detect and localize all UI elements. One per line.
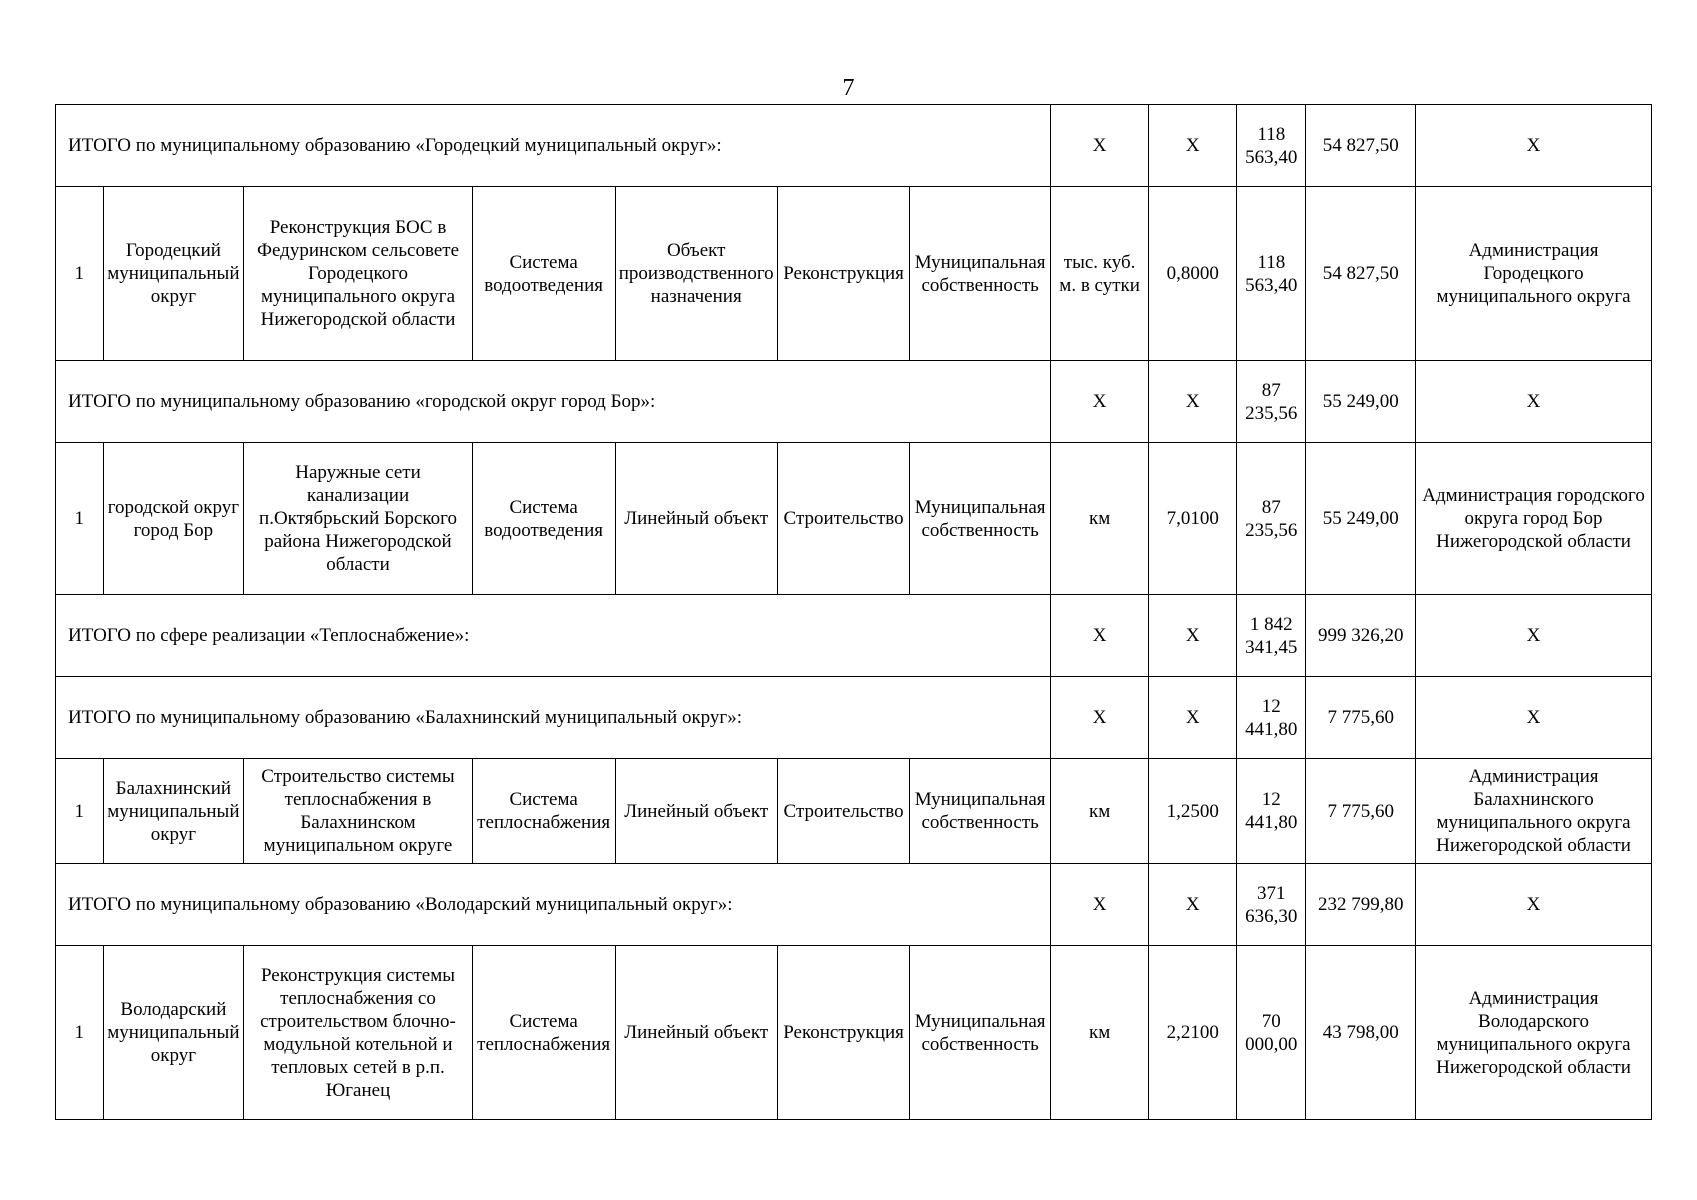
total-capacity-cell: Х (1149, 361, 1237, 443)
work-type-cell: Строительство (777, 443, 909, 595)
row-number: 1 (56, 443, 104, 595)
total-cost-cell: 1 842 341,45 (1237, 595, 1306, 677)
customer-cell: Администрация Городецкого муниципального округа (1416, 187, 1652, 361)
row-number: 1 (56, 759, 104, 864)
total-funding-cell: 54 827,50 (1306, 105, 1416, 187)
total-unit-cell: Х (1051, 595, 1149, 677)
object-name-cell: Строительство системы теплоснабжения в Балахнинском муниципальном округе (244, 759, 473, 864)
ownership-cell: Муниципальная собственность (910, 443, 1051, 595)
cost-cell: 70 000,00 (1237, 946, 1306, 1120)
total-funding-cell: 232 799,80 (1306, 864, 1416, 946)
unit-cell: тыс. куб. м. в сутки (1051, 187, 1149, 361)
object-type-cell: Объект производственного назначения (615, 187, 777, 361)
total-customer-cell: Х (1416, 105, 1652, 187)
total-label: ИТОГО по муниципальному образованию «Балахнинский муниципальный округ»: (56, 677, 1051, 759)
total-unit-cell: Х (1051, 864, 1149, 946)
total-row (56, 677, 1652, 759)
capacity-cell: 7,0100 (1149, 443, 1237, 595)
row-number: 1 (56, 946, 104, 1120)
total-funding-cell: 7 775,60 (1306, 677, 1416, 759)
object-name-cell: Наружные сети канализации п.Октябрьский Борского района Нижегородской области (244, 443, 473, 595)
object-name-cell: Реконструкция системы теплоснабжения со строительством блочно-модульной котельной и тепловых сетей в р.п. Юганец (244, 946, 473, 1120)
table-row (56, 946, 1652, 1120)
system-cell: Система теплоснабжения (472, 759, 615, 864)
total-label: ИТОГО по муниципальному образованию «Городецкий муниципальный округ»: (56, 105, 1051, 187)
total-label: ИТОГО по сфере реализации «Теплоснабжение»: (56, 595, 1051, 677)
customer-cell: Администрация Балахнинского муниципального округа Нижегородской области (1416, 759, 1652, 864)
system-cell: Система теплоснабжения (472, 946, 615, 1120)
total-unit-cell: Х (1051, 677, 1149, 759)
municipality-cell: Володарский муниципальный округ (103, 946, 244, 1120)
ownership-cell: Муниципальная собственность (910, 759, 1051, 864)
total-label: ИТОГО по муниципальному образованию «Володарский муниципальный округ»: (56, 864, 1051, 946)
total-capacity-cell: Х (1149, 677, 1237, 759)
total-funding-cell: 55 249,00 (1306, 361, 1416, 443)
total-unit-cell: Х (1051, 361, 1149, 443)
row-number: 1 (56, 187, 104, 361)
unit-cell: км (1051, 946, 1149, 1120)
total-unit-cell: Х (1051, 105, 1149, 187)
total-row (56, 864, 1652, 946)
work-type-cell: Реконструкция (777, 946, 909, 1120)
total-row (56, 105, 1652, 187)
total-customer-cell: Х (1416, 677, 1652, 759)
funding-cell: 55 249,00 (1306, 443, 1416, 595)
unit-cell: км (1051, 443, 1149, 595)
ownership-cell: Муниципальная собственность (910, 187, 1051, 361)
object-type-cell: Линейный объект (615, 946, 777, 1120)
unit-cell: км (1051, 759, 1149, 864)
total-capacity-cell: Х (1149, 595, 1237, 677)
municipality-cell: Городецкий муниципальный округ (103, 187, 244, 361)
total-customer-cell: Х (1416, 595, 1652, 677)
municipality-cell: городской округ город Бор (103, 443, 244, 595)
funding-cell: 7 775,60 (1306, 759, 1416, 864)
total-cost-cell: 12 441,80 (1237, 677, 1306, 759)
work-type-cell: Строительство (777, 759, 909, 864)
investment-table (55, 104, 1652, 1120)
municipality-cell: Балахнинский муниципальный округ (103, 759, 244, 864)
customer-cell: Администрация городского округа город Бор Нижегородской области (1416, 443, 1652, 595)
object-type-cell: Линейный объект (615, 443, 777, 595)
cost-cell: 12 441,80 (1237, 759, 1306, 864)
capacity-cell: 2,2100 (1149, 946, 1237, 1120)
object-name-cell: Реконструкция БОС в Федуринском сельсовете Городецкого муниципального округа Нижегородской области (244, 187, 473, 361)
total-row (56, 595, 1652, 677)
page-number: 7 (842, 75, 855, 101)
total-cost-cell: 371 636,30 (1237, 864, 1306, 946)
total-cost-cell: 87 235,56 (1237, 361, 1306, 443)
total-cost-cell: 118 563,40 (1237, 105, 1306, 187)
total-label: ИТОГО по муниципальному образованию «городской округ город Бор»: (56, 361, 1051, 443)
table-row (56, 759, 1652, 864)
capacity-cell: 1,2500 (1149, 759, 1237, 864)
customer-cell: Администрация Володарского муниципального округа Нижегородской области (1416, 946, 1652, 1120)
total-funding-cell: 999 326,20 (1306, 595, 1416, 677)
work-type-cell: Реконструкция (777, 187, 909, 361)
system-cell: Система водоотведения (472, 187, 615, 361)
table-row (56, 443, 1652, 595)
ownership-cell: Муниципальная собственность (910, 946, 1051, 1120)
capacity-cell: 0,8000 (1149, 187, 1237, 361)
total-row (56, 361, 1652, 443)
cost-cell: 118 563,40 (1237, 187, 1306, 361)
total-customer-cell: Х (1416, 864, 1652, 946)
total-customer-cell: Х (1416, 361, 1652, 443)
funding-cell: 54 827,50 (1306, 187, 1416, 361)
system-cell: Система водоотведения (472, 443, 615, 595)
total-capacity-cell: Х (1149, 864, 1237, 946)
object-type-cell: Линейный объект (615, 759, 777, 864)
table-row (56, 187, 1652, 361)
total-capacity-cell: Х (1149, 105, 1237, 187)
cost-cell: 87 235,56 (1237, 443, 1306, 595)
funding-cell: 43 798,00 (1306, 946, 1416, 1120)
